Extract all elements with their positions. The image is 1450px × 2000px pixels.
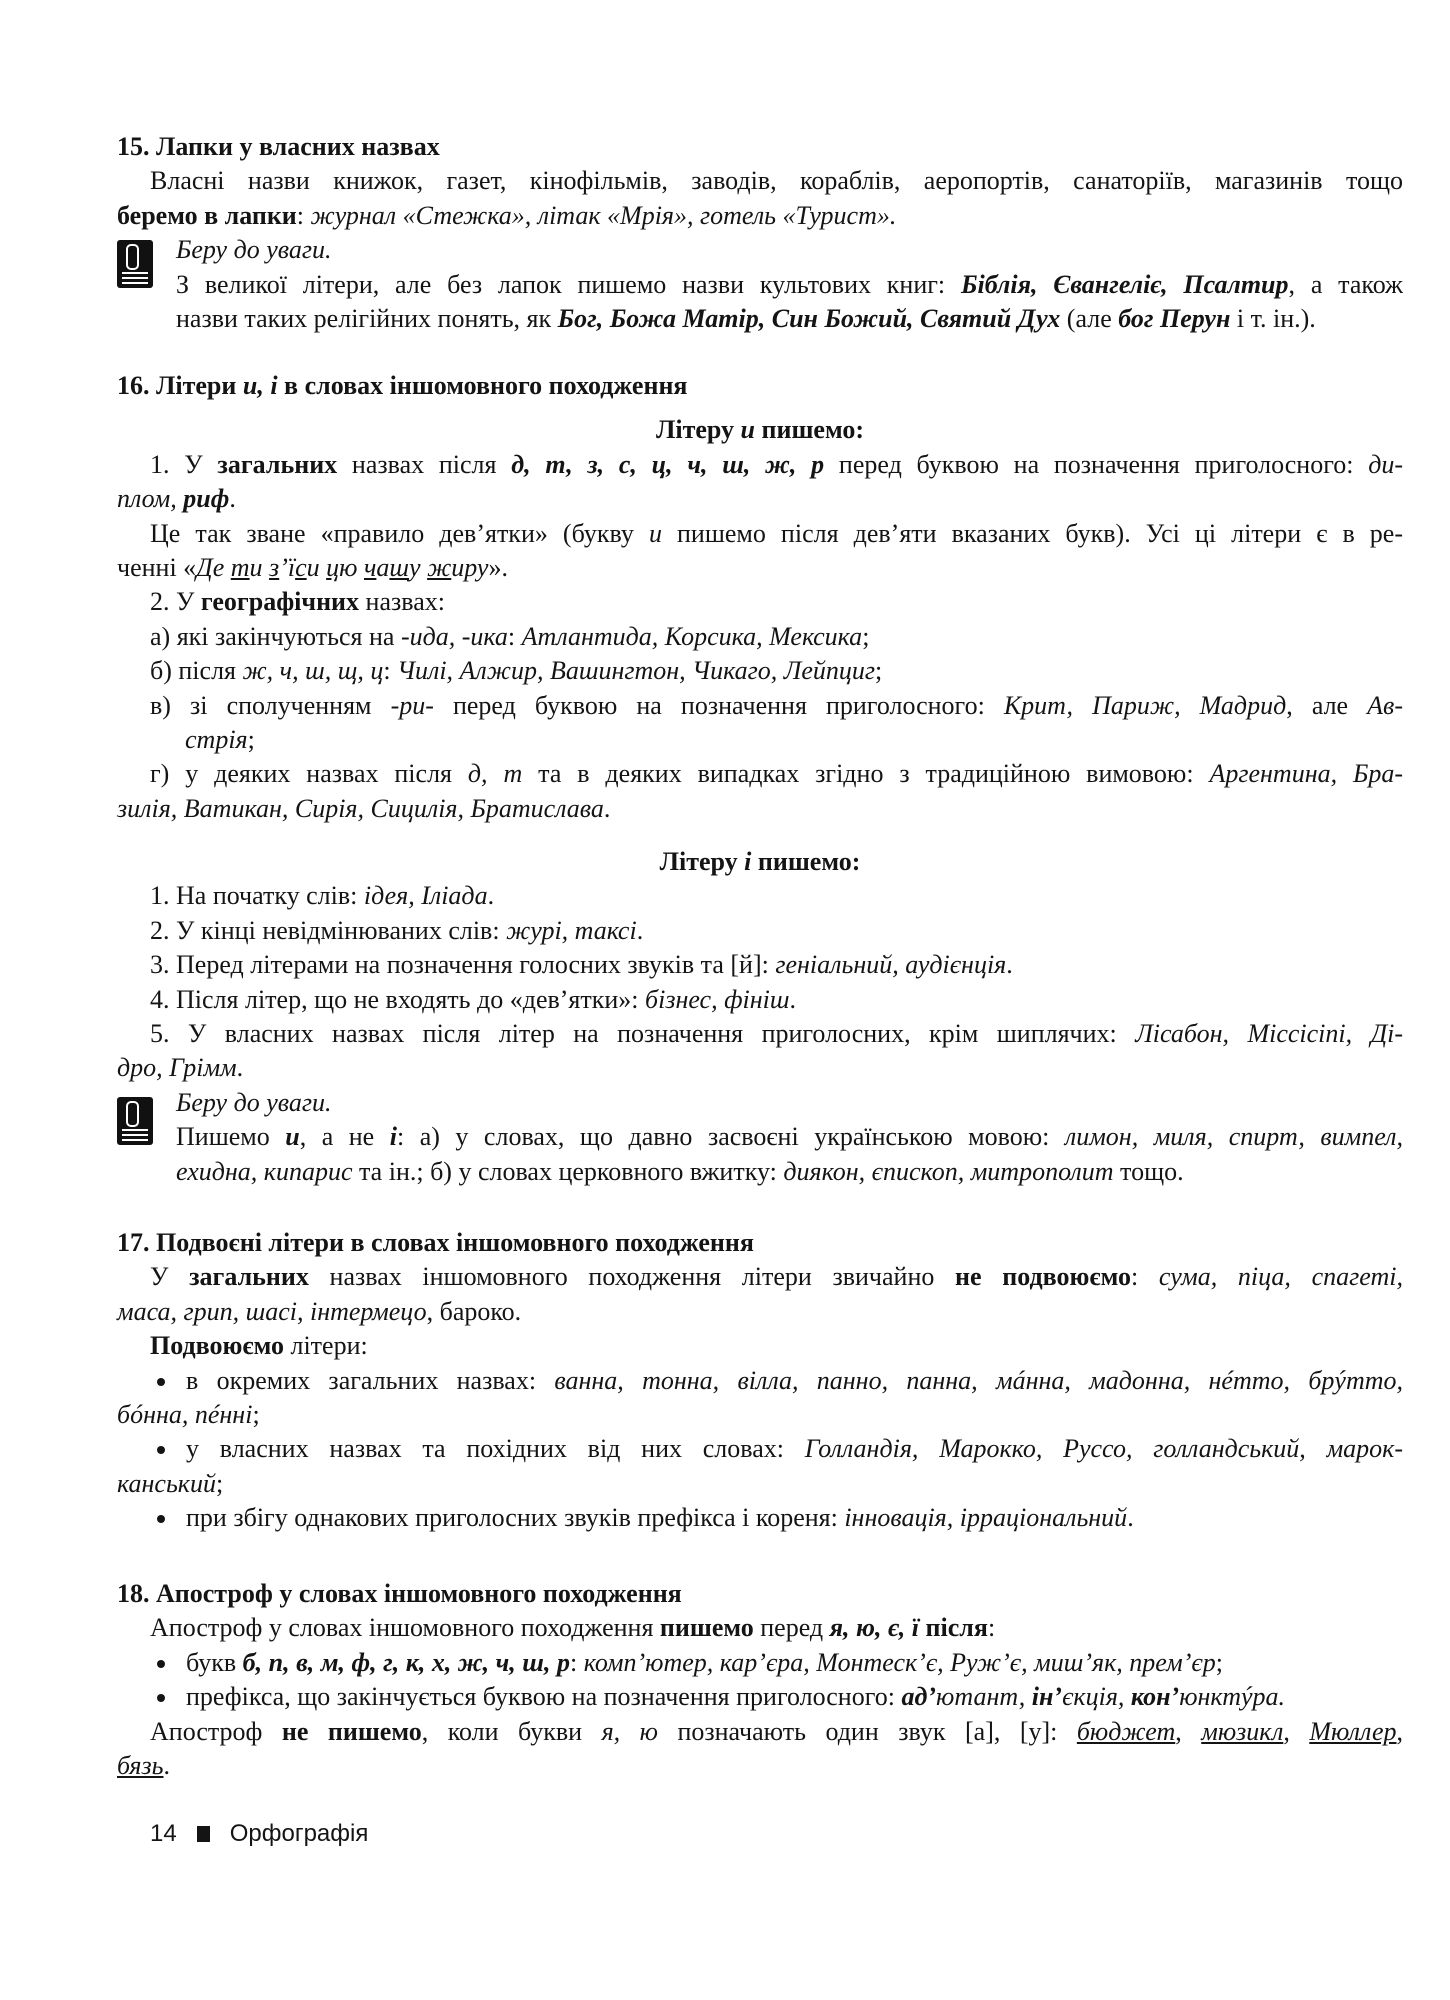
text-line	[117, 723, 1403, 757]
text-run: 2. У	[150, 587, 201, 617]
text-run: журі, таксі	[506, 915, 637, 945]
text-run: З великої літери, але без лапок пишемо назви культових книг:	[176, 269, 961, 299]
text-run: Біблія, Євангеліє, Псалтир	[960, 269, 1289, 299]
text-line	[117, 164, 1403, 198]
text-run: .	[163, 1750, 170, 1780]
square-bullet-icon	[197, 1826, 210, 1842]
text-run: Лісабон, Міссісіпі, Ді-	[1135, 1019, 1403, 1049]
text-line	[117, 448, 1403, 482]
text-run: ванна, тонна, вілла, панно, панна, мáнна, мадонна, нéтто, брýтто,	[554, 1365, 1403, 1395]
text-run: пишемо після дев’яти вказаних букв). Усі ці літери є в ре-	[661, 518, 1403, 548]
text-line	[117, 792, 1403, 826]
text-run: геніальний, аудієнція	[775, 950, 1007, 980]
text-line	[117, 199, 1403, 233]
text-run: у власних назвах та похідних від них словах:	[186, 1434, 805, 1464]
text-line	[117, 1295, 1403, 1329]
page-number: 14	[150, 1820, 177, 1847]
text-run: у	[409, 552, 428, 582]
text-run: У	[150, 1262, 190, 1292]
text-run: , але	[1286, 690, 1368, 720]
text-run: иру	[451, 552, 489, 582]
section-17	[117, 1226, 1403, 1536]
text-run: ’ї	[279, 552, 296, 582]
text-run: с	[295, 552, 307, 582]
text-run: канський	[117, 1468, 216, 1498]
text-run: перед буквою на позначення приголосного:	[433, 690, 1004, 720]
text-run: Крит, Париж, Мадрид	[1003, 690, 1287, 720]
text-run: и	[740, 415, 755, 445]
text-line	[117, 1501, 1403, 1535]
text-line	[117, 302, 1403, 336]
text-run: .	[487, 881, 495, 911]
text-run: і т. ін.).	[1230, 303, 1316, 333]
text-run: при збігу однакових приголосних звуків префікса і кореня:	[186, 1503, 845, 1533]
note-clip-icon	[117, 240, 153, 288]
text-run: а	[376, 552, 390, 582]
text-run: д, т	[467, 759, 523, 789]
text-run: ш	[389, 552, 410, 582]
text-run: е	[212, 552, 231, 582]
text-run: ;	[862, 621, 870, 651]
text-line	[117, 413, 1403, 447]
text-run: після	[925, 1613, 988, 1643]
text-run: диякон, єпископ, митрополит	[783, 1156, 1114, 1186]
text-run: бюджет	[1076, 1716, 1176, 1746]
text-run: ».	[488, 552, 508, 582]
text-line	[117, 845, 1403, 879]
text-run: .	[789, 984, 797, 1014]
text-run: я, ю	[601, 1716, 658, 1746]
text-run: кон’	[1130, 1682, 1180, 1712]
text-run: ін’	[1031, 1682, 1063, 1712]
text-run: пишемо:	[755, 415, 864, 445]
text-run: и	[285, 1122, 300, 1152]
text-run: -ида, -ика	[400, 621, 508, 651]
text-run: ;	[875, 656, 883, 686]
text-run: 1. У	[150, 449, 218, 479]
text-line	[117, 1467, 1403, 1501]
text-run: загальних	[217, 449, 338, 479]
text-run: :	[1130, 1262, 1159, 1292]
text-run: ютант,	[936, 1682, 1032, 1712]
text-run: ;	[1215, 1647, 1223, 1677]
text-run: :	[507, 621, 522, 651]
text-run: г) у деяких назвах після	[150, 759, 468, 789]
text-run: дро, Грімм	[117, 1053, 237, 1083]
text-run: .	[1127, 1503, 1134, 1533]
text-run: та в деяких випадках згідно з традиційною вимовою:	[522, 759, 1210, 789]
text-run: ;	[252, 1399, 260, 1429]
text-run: географічних	[200, 587, 360, 617]
text-run: 18. Апостроф у словах іншомовного походження	[117, 1579, 682, 1608]
text-line	[117, 1051, 1403, 1085]
text-run: : а) у словах, що давно засвоєні українською мовою:	[396, 1122, 1065, 1152]
text-line	[117, 620, 1403, 654]
text-run: Літеру	[659, 847, 745, 877]
text-run: ю	[339, 552, 364, 582]
text-run: Чилі, Алжир, Вашингтон, Чикаго, Лейпциг	[397, 656, 876, 686]
text-run: и	[249, 552, 270, 582]
text-run: Беру до уваги.	[176, 1087, 332, 1117]
text-run: ехидна, кипарис	[176, 1156, 353, 1186]
text-line	[117, 1646, 1403, 1680]
text-run: перед	[753, 1613, 830, 1643]
text-run: загальних	[189, 1262, 309, 1292]
text-run: в окремих загальних назвах:	[186, 1365, 555, 1395]
text-run: Пишемо	[176, 1122, 286, 1152]
text-run: беремо в лапки	[117, 200, 297, 230]
text-run: ;	[247, 724, 255, 754]
text-run: і	[389, 1122, 397, 1152]
text-run: ц	[326, 552, 340, 582]
text-line	[117, 757, 1403, 791]
text-run: :	[987, 1613, 996, 1643]
text-line	[117, 1749, 1403, 1783]
section-title	[117, 369, 1403, 403]
section-title	[117, 1226, 1403, 1260]
text-run: :	[383, 656, 398, 686]
text-run: не пишемо	[281, 1716, 422, 1746]
text-run: Беру до уваги.	[176, 235, 332, 265]
text-run: комп’ютер, кар’єра, Монтеск’є, Руж’є, миш’як, прем’єр	[583, 1647, 1216, 1677]
text-run: пишемо:	[751, 847, 861, 877]
text-run: та ін.; б) у словах церковного вжитку:	[352, 1156, 784, 1186]
text-run: риф	[183, 484, 230, 514]
text-run: 1. На початку слів:	[150, 881, 364, 911]
text-run: букв	[186, 1647, 243, 1677]
text-line	[117, 268, 1403, 302]
text-run: -ри-	[390, 690, 434, 720]
text-run: бог Перун	[1118, 303, 1231, 333]
text-run: ж	[427, 552, 452, 582]
text-run: префікса, що закінчується буквою на позначення приголосного:	[186, 1682, 902, 1712]
text-run: зилія, Ватикан, Сирія, Сицилія, Братислава	[117, 793, 604, 823]
text-line	[117, 482, 1403, 516]
text-run: назвах після	[337, 449, 512, 479]
text-run: .	[603, 793, 611, 823]
text-run: Апостроф	[150, 1716, 282, 1746]
text-run: бóнна, пéнні	[117, 1399, 253, 1429]
text-run: маса, грип, шасі, інтермецо	[117, 1296, 427, 1326]
text-run: Власні назви книжок, газет, кінофільмів, заводів, кораблів, аеропортів, санаторіїв, магазинів тощо	[150, 166, 1403, 196]
text-line	[117, 1611, 1403, 1645]
section-16	[117, 369, 1403, 1189]
text-run: Бог, Божа Матір, Син Божий, Святий Дух	[557, 303, 1061, 333]
text-run: , а також	[1288, 269, 1404, 299]
text-run: тощо.	[1113, 1156, 1184, 1186]
text-run: я, ю, є, ї	[829, 1613, 920, 1643]
section-title	[117, 130, 1403, 164]
text-run: и	[648, 518, 662, 548]
text-run: ,	[1175, 1716, 1202, 1746]
text-run: єкція,	[1062, 1682, 1131, 1712]
text-run: 2. У кінці невідмінюваних слів:	[150, 915, 507, 945]
text-run: Це так зване «правило дев’ятки» (букву	[150, 518, 649, 548]
text-run: Голландія, Марокко, Руссо, голландський, марок-	[804, 1434, 1403, 1464]
text-run: д, т, з, с, ц, ч, ш, ж, р	[511, 449, 825, 479]
text-run: ченні «	[117, 552, 197, 582]
text-run: Атлантида, Корсика, Мексика	[521, 621, 863, 651]
text-line	[117, 1155, 1403, 1189]
text-run: :	[569, 1647, 584, 1677]
text-run: мюзикл	[1201, 1716, 1284, 1746]
text-run: Ав-	[1367, 690, 1403, 720]
text-run: ад’	[901, 1682, 937, 1712]
section-title	[117, 1577, 1403, 1611]
text-run: и, і	[242, 371, 278, 400]
text-line	[117, 654, 1403, 688]
text-run: ;	[215, 1468, 224, 1498]
text-line	[117, 517, 1403, 551]
text-run: б) після	[150, 656, 243, 686]
text-run: лимон, миля, спирт, вимпел,	[1064, 1122, 1403, 1152]
text-run: ,	[1396, 1716, 1404, 1746]
text-run: Мюллер	[1309, 1716, 1397, 1746]
text-run: .	[229, 484, 236, 514]
text-run: а) які закінчуються на	[150, 621, 401, 651]
text-run: 4. Після літер, що не входять до «дев’ятки»:	[150, 984, 646, 1014]
text-run: Літеру	[656, 415, 741, 445]
text-run: з	[269, 552, 280, 582]
text-run: ,	[1283, 1716, 1310, 1746]
text-run: и	[306, 552, 327, 582]
text-run: 15. Лапки у власних назвах	[117, 132, 440, 161]
text-run: .	[236, 1053, 244, 1083]
text-line	[117, 585, 1403, 619]
text-run: назвах іншомовного походження літери звичайно	[308, 1262, 956, 1292]
text-run: перед буквою на позначення приголосного:	[824, 449, 1369, 479]
text-line	[117, 1086, 1403, 1120]
text-run: Подвоюємо	[150, 1331, 284, 1361]
text-run: в словах іншомовного походження	[277, 371, 688, 400]
text-run: (але	[1060, 303, 1119, 333]
text-run: :	[296, 200, 311, 230]
text-line	[117, 1364, 1403, 1398]
text-line	[117, 1398, 1403, 1432]
text-run: не подвоюємо	[955, 1262, 1131, 1292]
text-line	[117, 1260, 1403, 1294]
page-footer	[150, 1820, 368, 1848]
text-run: назвах:	[359, 587, 445, 617]
text-line	[117, 1329, 1403, 1363]
text-run: б, п, в, м, ф, г, к, х, ж, ч, ш, р	[242, 1647, 570, 1677]
text-run: стрія	[185, 724, 248, 754]
text-line	[117, 1017, 1403, 1051]
text-run: і	[744, 847, 752, 877]
text-line	[117, 948, 1403, 982]
text-line	[117, 1680, 1403, 1714]
section-15	[117, 130, 1403, 336]
text-run: ідея, Іліада	[363, 881, 488, 911]
text-run: сума, піца, спагеті,	[1158, 1262, 1403, 1292]
text-line	[117, 551, 1403, 585]
text-run: 16. Літери	[117, 371, 243, 400]
text-line	[117, 914, 1403, 948]
text-run: пишемо	[659, 1613, 754, 1643]
text-run: ч	[363, 552, 377, 582]
text-line	[117, 1120, 1403, 1154]
text-run: 5. У власних назвах після літер на позначення приголосних, крім шиплячих:	[150, 1019, 1136, 1049]
text-run: позначають один звук [а], [у]:	[657, 1716, 1077, 1746]
text-run: , коли букви	[421, 1716, 602, 1746]
text-line	[117, 983, 1403, 1017]
text-run: 17. Подвоєні літери в словах іншомовного походження	[117, 1228, 754, 1257]
footer-section-title: Орфографія	[229, 1820, 369, 1847]
text-run: інновація, ірраціональний	[844, 1503, 1128, 1533]
text-line	[117, 233, 1403, 267]
text-run: ж, ч, ш, щ, ц	[242, 656, 384, 686]
text-line	[117, 879, 1403, 913]
text-run: , а не	[299, 1122, 390, 1152]
text-run: Аргентина, Бра-	[1209, 759, 1403, 789]
text-run: літери:	[283, 1331, 368, 1361]
text-run: бязь	[117, 1750, 164, 1780]
text-run: .	[636, 915, 644, 945]
text-run: .	[1006, 950, 1013, 980]
text-run: в) зі сполученням	[150, 690, 391, 720]
text-run: Апостроф у словах іншомовного походження	[150, 1613, 660, 1643]
text-run: т	[230, 552, 250, 582]
text-line	[117, 1432, 1403, 1466]
text-run: журнал «Стежка», літак «Мрія», готель «Турист».	[310, 200, 897, 230]
text-run: ди-	[1368, 449, 1403, 479]
text-run: Д	[196, 552, 213, 582]
text-run: , бароко.	[426, 1296, 522, 1326]
text-run: бізнес, фініш	[645, 984, 790, 1014]
text-run: юнктýра.	[1179, 1682, 1286, 1712]
section-18	[117, 1577, 1403, 1783]
text-line	[117, 689, 1403, 723]
note-clip-icon	[117, 1097, 153, 1145]
text-line	[117, 1715, 1403, 1749]
text-run: назви таких релігійних понять, як	[176, 303, 558, 333]
text-run: 3. Перед літерами на позначення голосних звуків та [й]:	[150, 950, 776, 980]
text-run: плом,	[117, 484, 184, 514]
